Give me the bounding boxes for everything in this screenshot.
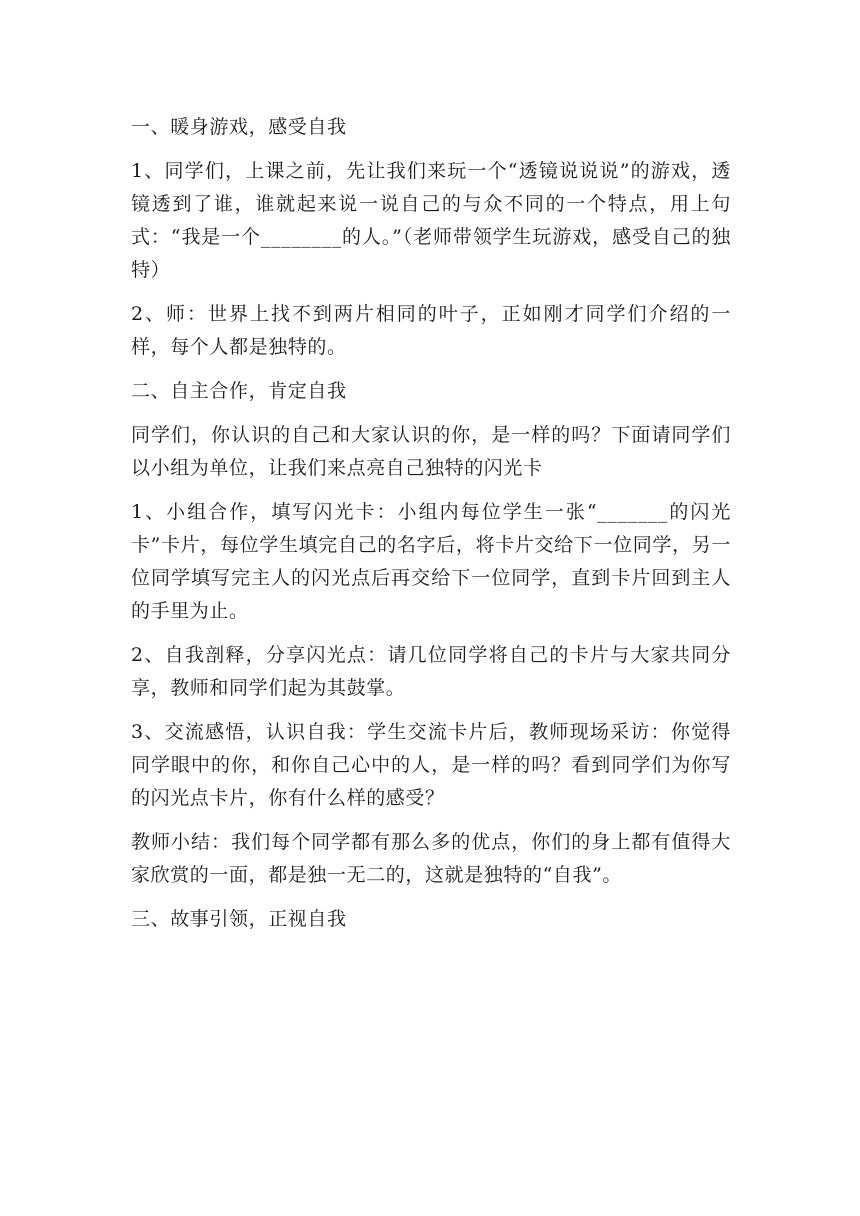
section-heading-warmup: 一、暖身游戏，感受自我 [131, 116, 347, 138]
paragraph-share-highlights: 2、自我剖释，分享闪光点：请几位同学将自己的卡片与大家共同分享，教师和同学们起为其鼓掌。 [131, 644, 731, 699]
section-heading-story: 三、故事引领，正视自我 [131, 908, 347, 930]
paragraph-teacher-summary: 教师小结：我们每个同学都有那么多的优点，你们的身上都有值得大家欣赏的一面，都是独一无二的，这就是独特的“自我”。 [131, 831, 731, 886]
section-heading-cooperation: 二、自主合作，肯定自我 [131, 380, 347, 402]
paragraph-unique-leaves: 2、师：世界上找不到两片相同的叶子，正如刚才同学们介绍的一样，每个人都是独特的。 [131, 303, 731, 358]
document-page [131, 111, 731, 947]
paragraph-fill-flash-card: 1、小组合作，填写闪光卡：小组内每位学生一张“_______的闪光卡”卡片，每位学生填完自己的名字后，将卡片交给下一位同学，另一位同学填写完主人的闪光点后再交给下一位同学，直到卡片回到主人的手里为止。 [131, 501, 731, 622]
paragraph-intro-flash-card: 同学们，你认识的自己和大家认识的你，是一样的吗？下面请同学们以小组为单位，让我们来点亮自己独特的闪光卡 [131, 424, 731, 479]
paragraph-exchange-insights: 3、交流感悟，认识自我：学生交流卡片后，教师现场采访：你觉得同学眼中的你，和你自己心中的人，是一样的吗？看到同学们为你写的闪光点卡片，你有什么样的感受？ [131, 721, 731, 809]
paragraph-lens-game: 1、同学们，上课之前，先让我们来玩一个“透镜说说说”的游戏，透镜透到了谁，谁就起来说一说自己的与众不同的一个特点，用上句式：“我是一个________的人。”（老师带领学生玩游戏，感受自己的独特） [131, 160, 731, 281]
